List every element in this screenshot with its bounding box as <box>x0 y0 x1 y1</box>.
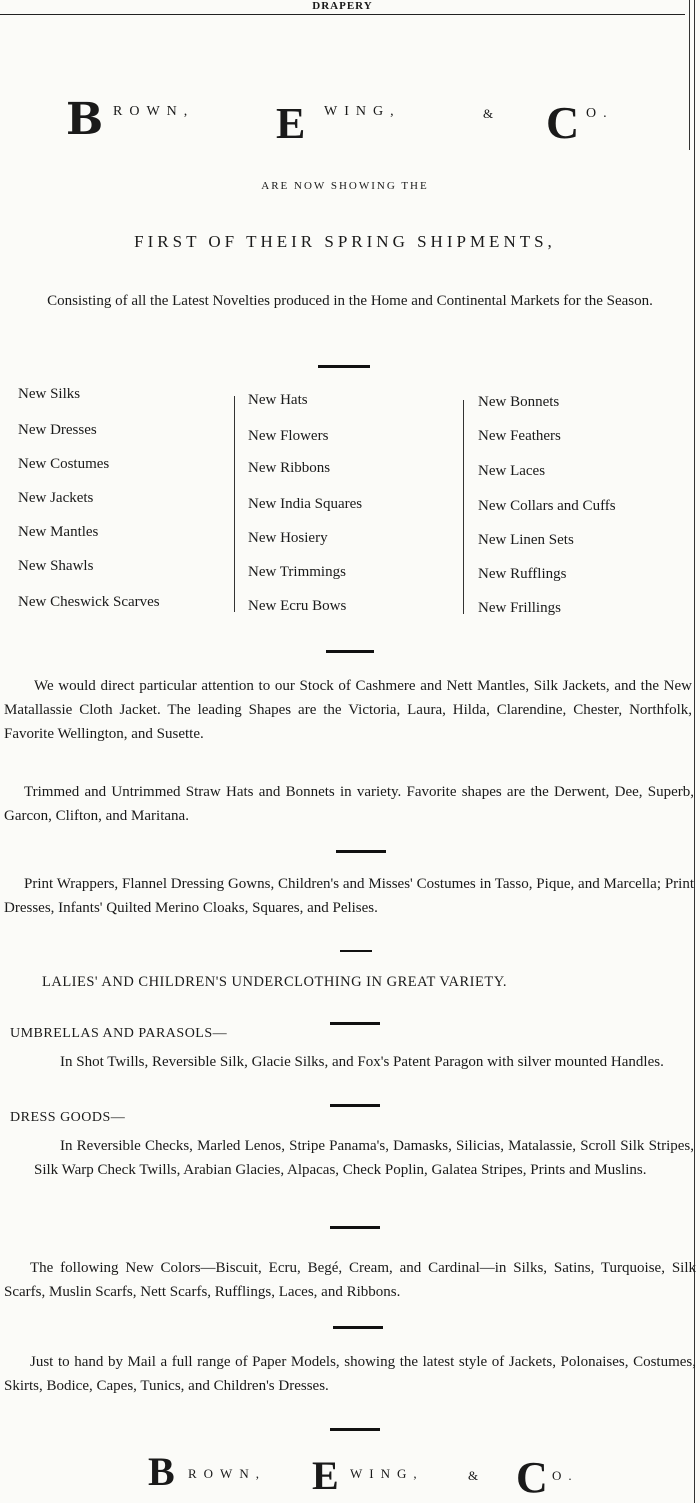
umbrellas-heading: UMBRELLAS AND PARASOLS— <box>10 1026 228 1041</box>
paragraph-mail: Just to hand by Mail a full range of Paper Models, showing the latest style of Jackets, Polonaises, Costumes, Skirts, Bodice, Capes, Tunics, and Children's Dresses. <box>4 1354 696 1394</box>
list-item: New Bonnets <box>478 394 560 410</box>
firm-word-rown: ROWN, <box>188 1466 266 1481</box>
list-item: New Ribbons <box>248 460 331 476</box>
paragraph-hats: Trimmed and Untrimmed Straw Hats and Bonnets in variety. Favorite shapes are the Derwent, Dee, Superb, Garcon, Clifton, and Maritana. <box>4 784 694 824</box>
list-item: New Feathers <box>478 428 561 444</box>
firm-initial-e: E <box>312 1453 339 1498</box>
paragraph-colors: The following New Colors—Biscuit, Ecru, Begé, Cream, and Cardinal—in Silks, Satins, Turquoise, Silk Scarfs, Muslin Scarfs, Nett Scarfs, Rufflings, Laces, and Ribbons. <box>4 1260 696 1300</box>
firm-initial-b: B <box>66 94 104 145</box>
column-divider <box>234 396 235 612</box>
list-item: New Silks <box>18 386 81 402</box>
paragraph-wrappers: Print Wrappers, Flannel Dressing Gowns, Children's and Misses' Costumes in Tasso, Pique, and Marcella; Print Dresses, Infants' Quilted Merino Cloaks, Squares, and Pelises. <box>4 876 694 916</box>
divider <box>326 650 374 653</box>
divider <box>336 850 386 853</box>
list-item: New Laces <box>478 463 546 479</box>
list-item: New Shawls <box>18 558 94 574</box>
firm-ampersand: & <box>468 1468 479 1483</box>
showing-line: ARE NOW SHOWING THE <box>261 180 429 192</box>
dress-goods-heading: DRESS GOODS— <box>10 1110 126 1125</box>
umbrellas-body: In Shot Twills, Reversible Silk, Glacie Silks, and Fox's Patent Paragon with silver mounted Handles. <box>60 1054 664 1070</box>
list-item: New India Squares <box>248 496 363 512</box>
divider <box>330 1226 380 1229</box>
list-item: New Mantles <box>18 524 99 540</box>
list-item: New Linen Sets <box>478 532 574 548</box>
firm-word-o: O. <box>586 106 614 121</box>
paragraph-mantles: We would direct particular attention to our Stock of Cashmere and Nett Mantles, Silk Jackets, and the New Matallassie Cloth Jacket. The leading Shapes are the Victoria, Laura, Hilda, Clarendine, Chester, Northfolk, Favorite Wellington, and Susette. <box>4 678 692 742</box>
divider <box>330 1022 380 1025</box>
divider <box>333 1326 383 1329</box>
column-divider <box>463 400 464 614</box>
list-item: New Trimmings <box>248 564 346 580</box>
firm-word-rown: ROWN, <box>113 104 195 119</box>
list-item: New Cheswick Scarves <box>18 594 160 610</box>
firm-ampersand: & <box>483 106 494 121</box>
consisting-line: Consisting of all the Latest Novelties produced in the Home and Continental Markets for the Season. <box>47 293 653 309</box>
firm-initial-c: C <box>516 1453 548 1502</box>
first-shipments-line: FIRST OF THEIR SPRING SHIPMENTS, <box>134 232 556 251</box>
firm-initial-c: C <box>546 97 580 148</box>
firm-initial-e: E <box>276 99 306 148</box>
firm-word-o: O. <box>552 1468 579 1483</box>
firm-name-top <box>0 92 690 152</box>
list-item: New Hats <box>248 392 308 408</box>
list-item: New Collars and Cuffs <box>478 498 616 514</box>
list-item: New Ecru Bows <box>248 598 347 614</box>
firm-name-bottom <box>0 1448 690 1503</box>
list-item: New Rufflings <box>478 566 567 582</box>
divider <box>340 950 372 952</box>
firm-word-wing: WING, <box>324 104 401 119</box>
list-item: New Jackets <box>18 490 94 506</box>
divider <box>318 365 370 368</box>
divider <box>330 1428 380 1431</box>
firm-initial-b: B <box>148 1449 175 1494</box>
list-item: New Flowers <box>248 428 329 444</box>
divider <box>330 1104 380 1107</box>
underclothing-heading: LALIES' AND CHILDREN'S UNDERCLOTHING IN GREAT VARIETY. <box>42 974 507 990</box>
list-item: New Costumes <box>18 456 110 472</box>
firm-word-wing: WING, <box>350 1466 424 1481</box>
section-title: DRAPERY <box>312 0 373 12</box>
header-rule <box>0 14 685 15</box>
list-item: New Frillings <box>478 600 561 616</box>
list-item: New Hosiery <box>248 530 328 546</box>
dress-goods-body: In Reversible Checks, Marled Lenos, Stripe Panama's, Damasks, Silicias, Matalassie, Scroll Silk Stripes, Silk Warp Check Twills, Arabian Glacies, Alpacas, Check Poplin, Galatea Stripes, Prints and Muslins. <box>34 1138 694 1178</box>
list-item: New Dresses <box>18 422 97 438</box>
